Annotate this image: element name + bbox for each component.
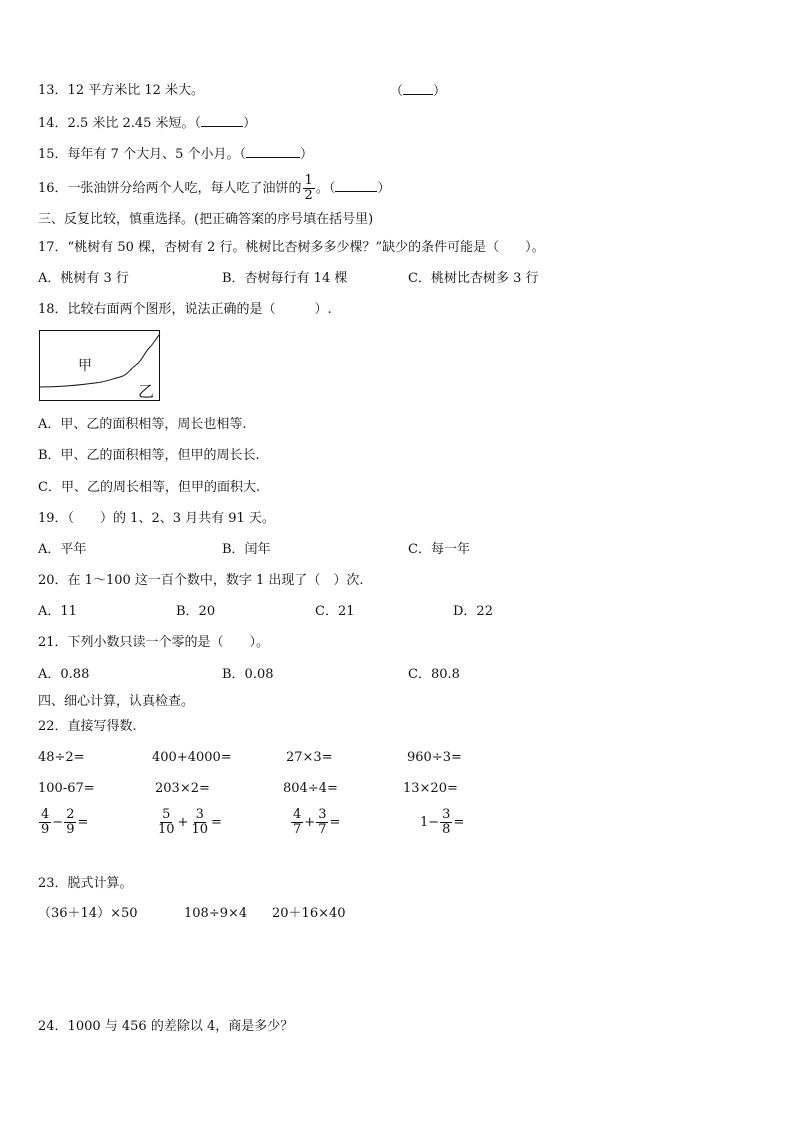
question-18: 18．比较右面两个图形，说法正确的是（ ）. [38, 302, 332, 317]
fraction-calc-1: $\frac{4}{9}$ − $\frac{2}{9}$ = [41, 807, 89, 837]
calc-item: 203×2= [155, 781, 210, 796]
calc-item: 804÷4= [283, 781, 338, 796]
option-c[interactable]: C．桃树比杏树多 3 行 [408, 271, 539, 286]
calc-item: 960÷3= [407, 750, 462, 765]
question-22: 22．直接写得数. [38, 719, 137, 734]
option-c[interactable]: C．80.8 [408, 667, 460, 682]
question-24: 24．1000 与 456 的差除以 4，商是多少？ [38, 1019, 294, 1034]
fraction: $\frac{1}{2}$ [304, 173, 313, 203]
answer-blank[interactable] [201, 114, 243, 127]
question-17: 17．“桃树有 50 棵，杏树有 2 行。桃树比杏树多多少棵？”缺少的条件可能是（ ）。 [38, 240, 545, 255]
section-3-title: 三、反复比较，慎重选择。(把正确答案的序号填在括号里) [38, 212, 374, 227]
question-14-text: 14．2.5 米比 2.45 米短。（ [38, 116, 202, 131]
option-a[interactable]: A．0.88 [38, 667, 90, 682]
calc-item: （36＋14）×50 [38, 906, 138, 921]
section-4-title: 四、细心计算，认真检查。 [38, 694, 195, 709]
question-15: 15．每年有 7 个大月、5 个小月。（ ） [38, 147, 313, 162]
option-b[interactable]: B．杏树每行有 14 棵 [222, 271, 348, 286]
calc-item: 20＋16×40 [272, 906, 346, 921]
option-c[interactable]: C．每一年 [408, 542, 470, 557]
fraction-calc-2: $\frac{5}{10}$ + $\frac{3}{10}$ = [158, 807, 222, 837]
answer-blank[interactable] [335, 179, 377, 192]
question-16-text: 16．一张油饼分给两个人吃，每人吃了油饼的 [38, 181, 302, 196]
option-a[interactable]: A．桃树有 3 行 [38, 271, 129, 286]
option-b[interactable]: B．闰年 [222, 542, 271, 557]
calc-item: 108÷9×4 [184, 906, 248, 921]
option-b[interactable]: B．20 [176, 604, 216, 619]
calc-item: 100-67= [38, 781, 95, 796]
calc-item: 48÷2= [38, 750, 85, 765]
shape-figure [39, 330, 160, 401]
calc-item: 13×20= [403, 781, 458, 796]
option-b[interactable]: B．0.08 [222, 667, 274, 682]
question-19: 19．（ ）的 1、2、3 月共有 91 天。 [38, 511, 275, 526]
question-13-text: 13．12 平方米比 12 米大。 [38, 83, 205, 98]
question-13-answer[interactable]: （ ） [390, 84, 447, 99]
question-13 [38, 82, 204, 100]
question-20: 20．在 1～100 这一百个数中，数字 1 出现了（ ）次. [38, 573, 364, 588]
question-23: 23．脱式计算。 [38, 876, 133, 891]
calc-item: 400+4000= [152, 750, 232, 765]
label-jia: 甲 [78, 358, 92, 374]
option-a[interactable]: A．11 [38, 604, 77, 619]
option-b[interactable]: B．甲、乙的面积相等，但甲的周长长. [38, 448, 260, 463]
option-c[interactable]: C．21 [315, 604, 355, 619]
answer-blank[interactable] [403, 82, 433, 95]
label-yi: 乙 [138, 382, 155, 401]
calc-item: 27×3= [286, 750, 333, 765]
question-21: 21．下列小数只读一个零的是（ ）。 [38, 635, 270, 650]
answer-blank[interactable] [246, 145, 300, 158]
option-c[interactable]: C．甲、乙的周长相等，但甲的面积大. [38, 480, 261, 495]
fraction-calc-4: 1− $\frac{3}{8}$ = [420, 807, 465, 837]
option-d[interactable]: D．22 [453, 604, 493, 619]
fraction-calc-3: $\frac{4}{7}$ + $\frac{3}{7}$ = [293, 807, 341, 837]
question-16: 16．一张油饼分给两个人吃，每人吃了油饼的 $\frac{1}{2}$ 。（ ） [38, 173, 391, 203]
question-14: 14．2.5 米比 2.45 米短。（ ） [38, 116, 257, 131]
question-15-text: 15．每年有 7 个大月、5 个小月。（ [38, 147, 246, 162]
option-a[interactable]: A．平年 [38, 542, 87, 557]
option-a[interactable]: A．甲、乙的面积相等，周长也相等. [38, 417, 247, 432]
